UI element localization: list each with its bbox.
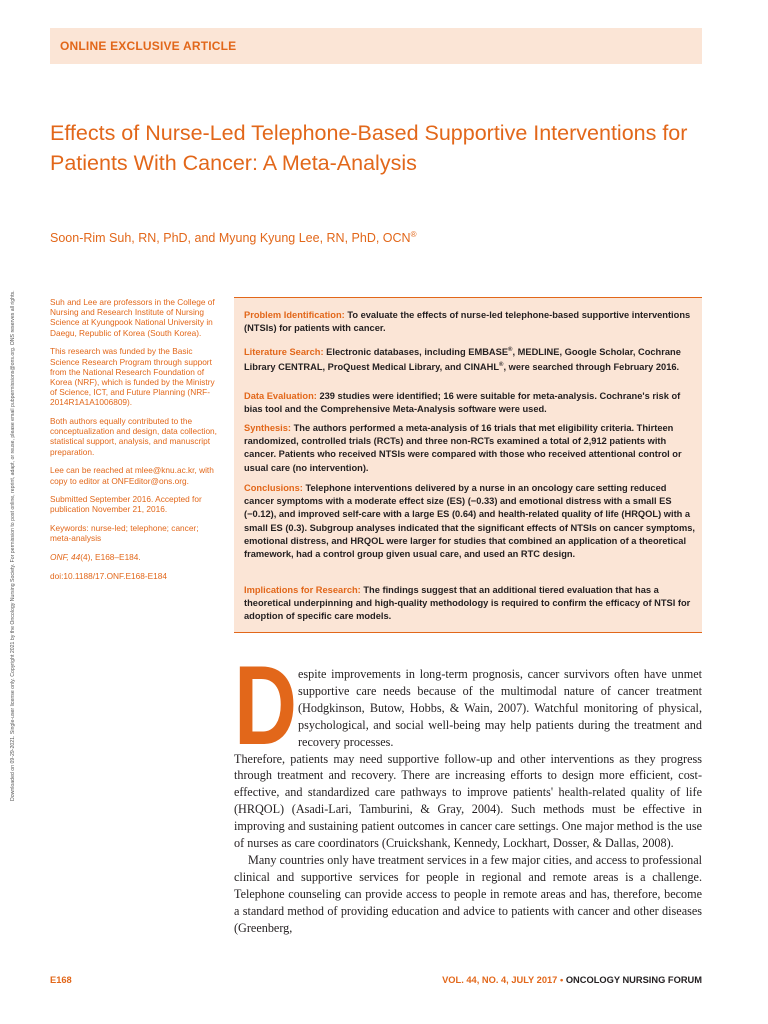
abstract-heading: Implications for Research: <box>244 585 361 595</box>
abstract-problem <box>244 309 696 335</box>
abstract-heading: Literature Search: <box>244 347 324 358</box>
drop-cap: D <box>234 643 298 768</box>
abstract-heading: Conclusions: <box>244 483 303 493</box>
article-type-banner <box>50 28 702 64</box>
abstract-text: , were searched through February 2016. <box>503 362 680 373</box>
journal-name: ONCOLOGY NURSING FORUM <box>565 975 702 985</box>
keywords: Keywords: nurse-led; telephone; cancer; meta-analysis <box>50 523 199 544</box>
abstract-text: Telephone interventions delivered by a nurse in an oncology care setting reduced cancer symptoms with a moderate effect size (ES) (−0.33) and emotional distress with a small ES (−0.12), and improved self-care with a large ES (0.64) and health-related quality of life (HRQOL) with a small ES (0.3). Subgroup analyses indicated that the significant effects of NTSIs on cancer symptoms, emotional distress, and HRQOL were larger for studies that combined an application of a theoretical framework, had a control group given usual care, and used an RTC design. <box>244 483 696 560</box>
abstract-implications <box>244 584 696 624</box>
article-type-label: ONLINE EXCLUSIVE ARTICLE <box>60 39 237 53</box>
body-paragraph-1-continued: Therefore, patients may need supportive follow-up and other interventions as they progress through treatment and recovery. There are increasing efforts to design more efficient, cost-effective, and standardized care pathways to improve patients' health-related quality of life (HRQOL) (Asadi-Lari, Tamburini, & Gray, 2004). Such methods must be effective in improving and sustaining patient outcomes in cancer care settings. One major method is the use of nurses as care coordinators (Cruickshank, Kennedy, Lockhart, Dosser, & Dallas, 2008). <box>234 751 702 851</box>
citation-details: (4), E168–E184. <box>80 552 141 563</box>
affiliation-note: Suh and Lee are professors in the College of Nursing and Research Institute of Nursing Science at Kyungpook National University in Daegu, Republic of Korea (South Korea). <box>50 297 215 338</box>
running-footer <box>442 975 702 985</box>
author-info-sidebar <box>50 297 220 589</box>
abstract-heading: Data Evaluation: <box>244 391 317 401</box>
doi: doi:10.1188/17.ONF.E168-E184 <box>50 570 168 581</box>
abstract-synthesis <box>244 422 696 475</box>
abstract-heading: Problem Identification: <box>244 310 345 320</box>
body-paragraph-1-indented: espite improvements in long-term prognosis, cancer survivors often have unmet supportive care needs because of the multimodal nature of cancer treatment (Hodgkinson, Butow, Hobbs, & Wain, 2007). Watchful monitoring of physical, psychological, and social well-being may help patients during the treatment and recovery processes. <box>298 667 702 749</box>
download-copyright-notice: Downloaded on 09-29-2021. Single-user license only. Copyright 2021 by the Oncology Nursing Society. For permission to post online, reprint, adapt, or reuse, please email pubpermissions@ons.org. ONS reserves all rights. <box>10 290 16 801</box>
citation-journal: ONF, 44 <box>50 552 81 563</box>
author-names: Soon-Rim Suh, RN, PhD, and Myung Kyung Lee, RN, PhD, OCN <box>50 231 411 246</box>
registered-mark: ® <box>499 362 504 369</box>
registered-mark: ® <box>508 347 513 353</box>
abstract-text: Electronic databases, including EMBASE <box>326 347 509 358</box>
footer-bullet: • <box>559 975 564 985</box>
contact-note: Lee can be reached at mlee@knu.ac.kr, with copy to editor at ONFEditor@ons.org. <box>50 465 214 486</box>
abstract-data-evaluation <box>244 390 696 416</box>
abstract-text: To evaluate the effects of nurse-led telephone-based supportive interventions (NTSIs) for patients with cancer. <box>244 310 691 334</box>
contributions-note: Both authors equally contributed to the conceptualization and design, data collection, statistical support, analysis, and manuscript preparation. <box>50 416 217 457</box>
author-line <box>50 230 416 245</box>
author-credential-mark: ® <box>410 230 417 239</box>
abstract-text: 239 studies were identified; 16 were suitable for meta-analysis. Cochrane's risk of bias tool and the Comprehensive Meta-Analysis software were used. <box>244 391 681 415</box>
body-paragraph-2: Many countries only have treatment services in a few major cities, and access to professional clinical and supportive services for people in regional and remote areas is a challenge. Telephone counseling can provide access to people in remote areas and has, therefore, become a standard method of providing education and advice to patients with cancer and other diseases (Greenberg, <box>234 852 702 935</box>
citation <box>50 552 220 562</box>
abstract-text: , MEDLINE, Google Scholar, Cochrane Library CENTRAL, ProQuest Medical Library, and CINAHL <box>244 347 681 373</box>
abstract-text: The authors performed a meta-analysis of 16 trials that met eligibility criteria. Thirteen randomized, controlled trials (RCTs) and three non-RCTs examined a total of 2,912 patients with cancer. Patients who received NTSIs were compared with those who received attentional control or usual care (no intervention). <box>244 423 682 473</box>
abstract-text: The findings suggest that an additional tiered evaluation that has a theoretical underpinning and high-quality methodology is required to confirm the efficacy of NTSI for adoption of specific care models. <box>244 585 691 622</box>
issue-info: VOL. 44, NO. 4, JULY 2017 <box>442 975 558 985</box>
body-text <box>234 666 702 937</box>
abstract-literature-search <box>244 344 696 375</box>
abstract-conclusions <box>244 482 696 561</box>
submission-dates: Submitted September 2016. Accepted for publication November 21, 2016. <box>50 494 202 515</box>
abstract-heading: Synthesis: <box>244 423 292 433</box>
structured-abstract <box>234 297 702 633</box>
funding-note: This research was funded by the Basic Science Research Program through support from the National Research Foundation of Korea (NRF), which is funded by the Ministry of Science, ICT, and Future Planning (NRF-2014R1A1A1006809). <box>50 346 215 408</box>
article-title: Effects of Nurse-Led Telephone-Based Supportive Interventions for Patients With Cancer: A Meta-Analysis <box>50 121 688 175</box>
page-number: E168 <box>50 975 72 985</box>
